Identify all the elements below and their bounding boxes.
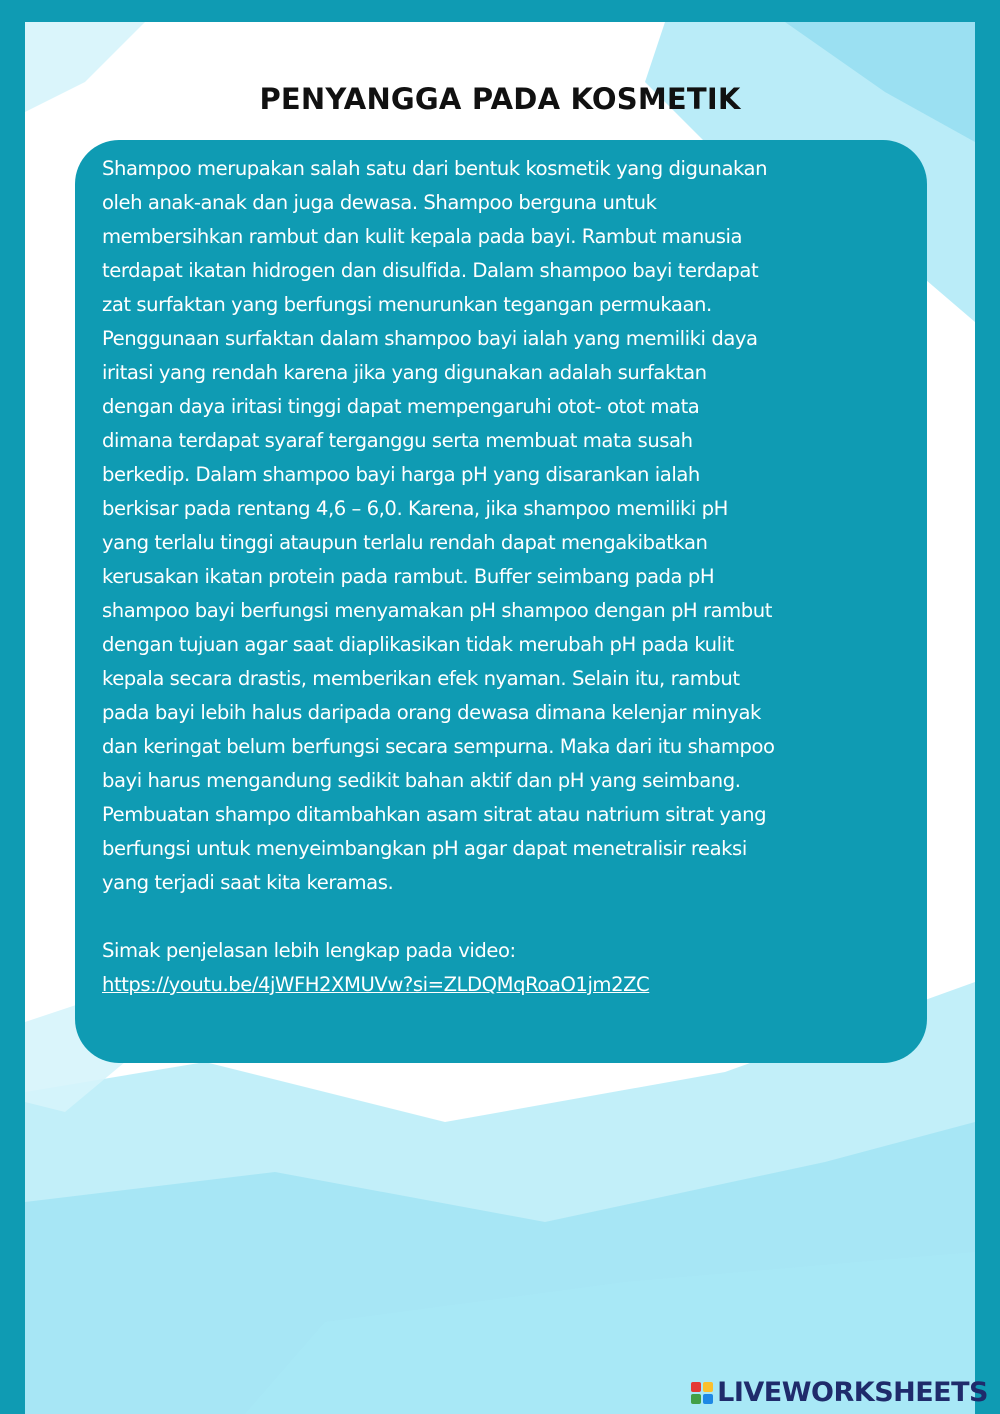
worksheet-page <box>25 22 975 1414</box>
video-intro-text: Simak penjelasan lebih lengkap pada video: <box>102 939 516 962</box>
page-title: PENYANGGA PADA KOSMETIK <box>259 82 741 116</box>
content-card <box>75 140 927 1063</box>
liveworksheets-logo-icon <box>691 1382 713 1404</box>
logo-square-red <box>691 1382 701 1392</box>
video-link[interactable]: https://youtu.be/4jWFH2XMUVw?si=ZLDQMqRoaO1jm2ZC <box>102 973 650 996</box>
logo-square-blue <box>703 1394 713 1404</box>
logo-square-yellow <box>703 1382 713 1392</box>
watermark-text: LIVEWORKSHEETS <box>717 1377 988 1408</box>
logo-square-green <box>691 1394 701 1404</box>
body-paragraph: Shampoo merupakan salah satu dari bentuk kosmetik yang digunakan oleh anak-anak dan juga dewasa. Shampoo berguna untuk membersihkan rambut dan kulit kepala pada bayi. Rambut manusia terdapat ikatan hidrogen dan disulfida. Dalam shampoo bayi terdapat zat surfaktan yang berfungsi menurunkan tegangan permukaan. Penggunaan surfaktan dalam shampoo bayi ialah yang memiliki daya iritasi yang rendah karena jika yang digunakan adalah surfaktan dengan daya iritasi tinggi dapat mempengaruhi otot- otot mata dimana terdapat syaraf terganggu serta membuat mata susah berkedip. Dalam shampoo bayi harga pH yang disarankan ialah berkisar pada rentang 4,6 – 6,0. Karena, jika shampoo memiliki pH yang terlalu tinggi ataupun terlalu rendah dapat mengakibatkan kerusakan ikatan protein pada rambut. Buffer seimbang pada pH shampoo bayi berfungsi menyamakan pH shampoo dengan pH rambut dengan tujuan agar saat diaplikasikan tidak merubah pH pada kulit kepala secara drastis, memberikan efek nyaman. Selain itu, rambut pada bayi lebih halus daripada orang dewasa dimana kelenjar minyak dan keringat belum berfungsi secara sempurna. Maka dari itu shampoo bayi harus mengandung sedikit bahan aktif dan pH yang seimbang. Pembuatan shampo ditambahkan asam sitrat atau natrium sitrat yang berfungsi untuk menyeimbangkan pH agar dapat menetralisir reaksi yang terjadi saat kita keramas. <box>102 157 775 894</box>
liveworksheets-watermark <box>691 1377 988 1408</box>
